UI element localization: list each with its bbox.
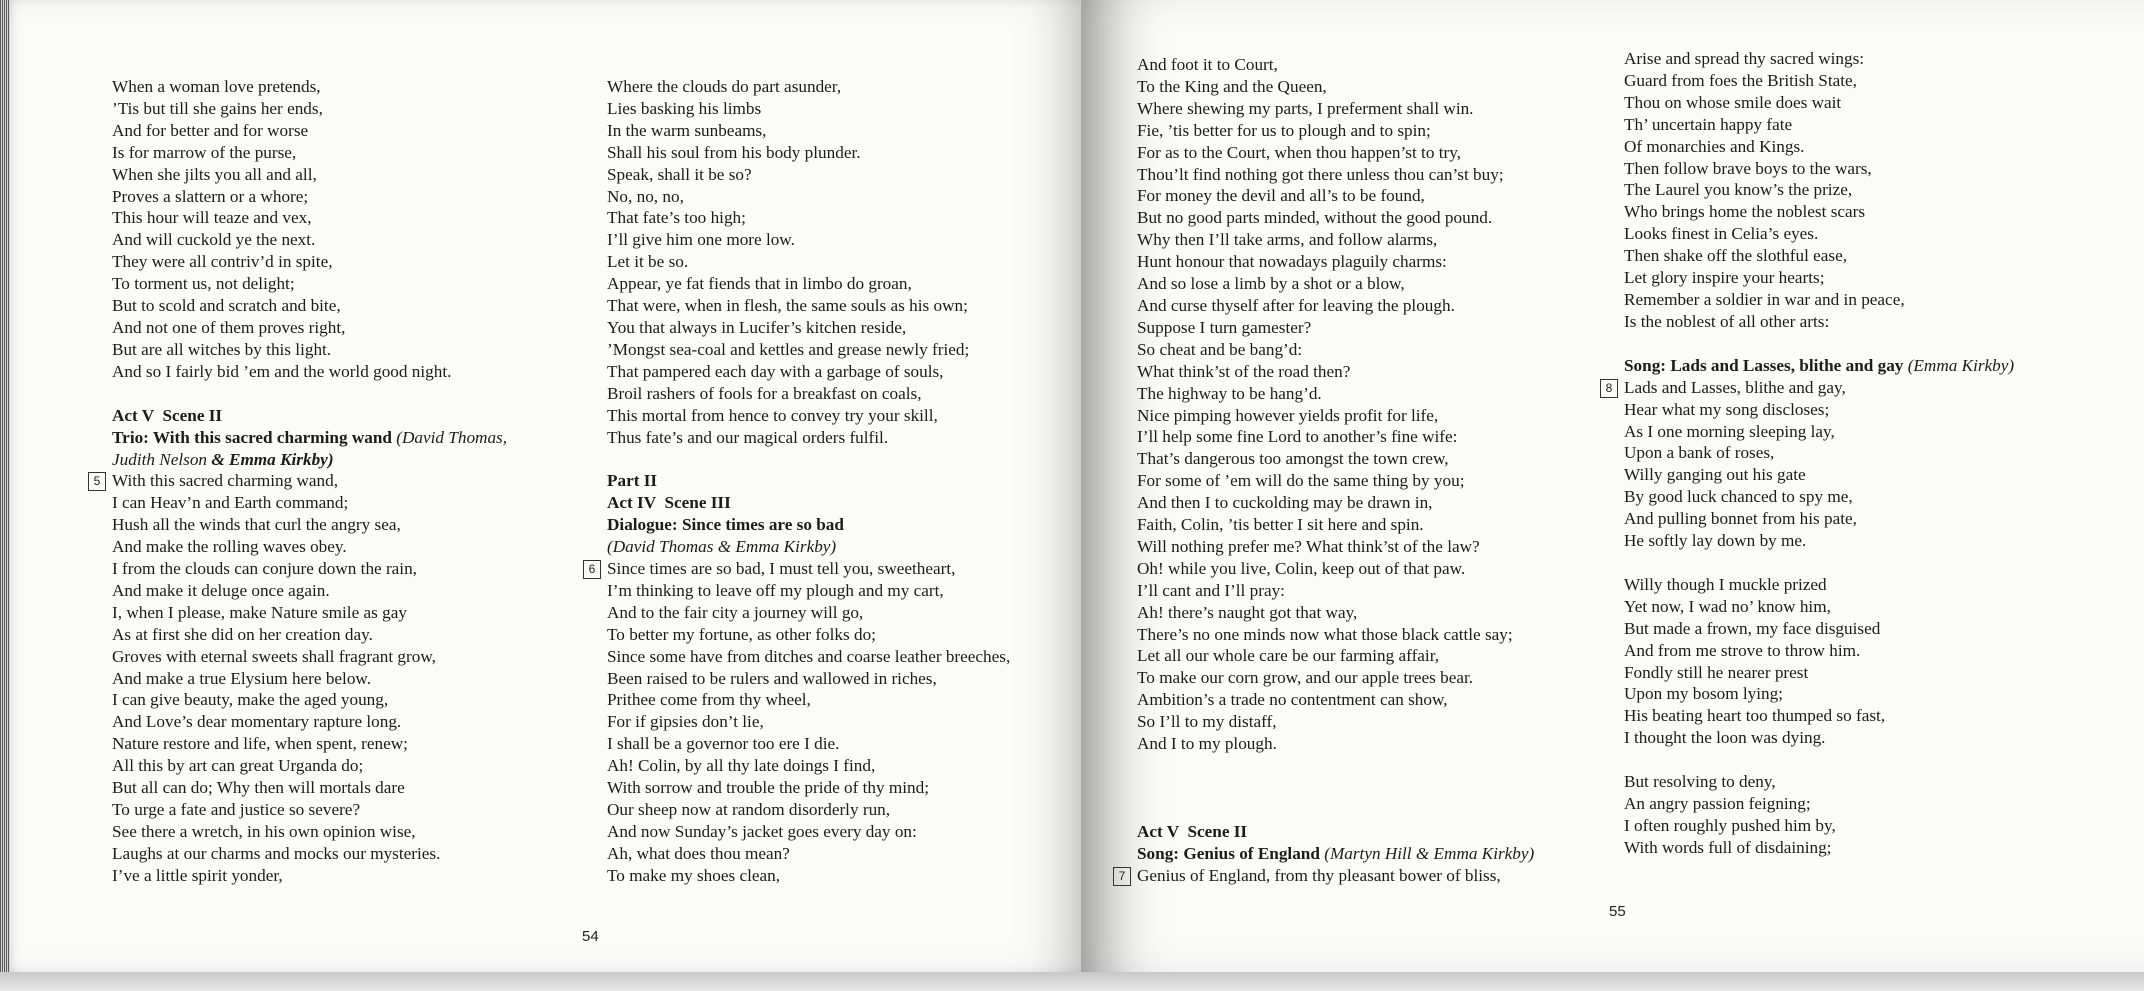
- verse-line: All this by art can great Urganda do;: [112, 756, 364, 776]
- left-page: [0, 0, 1081, 972]
- page-bottom-edge: [0, 972, 2144, 991]
- verse-line: And pulling bonnet from his pate,: [1624, 509, 1857, 529]
- track-credit: (Martyn Hill & Emma Kirkby): [1324, 843, 1535, 863]
- verse-line: And to the fair city a journey will go,: [607, 602, 864, 622]
- track-first-line: [1118, 865, 1607, 887]
- left-column-2: [588, 76, 1077, 887]
- right-page: [1081, 0, 2144, 972]
- verse-line: To better my fortune, as other folks do;: [607, 624, 876, 644]
- verse-line: Let all our whole care be our farming affair,: [1137, 646, 1440, 666]
- verse-line: Nice pimping however yields profit for life,: [1137, 405, 1439, 425]
- verse-line: And foot it to Court,: [1137, 55, 1278, 74]
- section-heading: Act IV Scene III: [607, 493, 731, 513]
- verse-line: Faith, Colin, ’tis better I sit here and spin.: [1137, 515, 1424, 535]
- part-heading: Part II: [607, 471, 658, 491]
- verse-line: Fondly still he nearer prest: [1624, 662, 1809, 682]
- verse-line: Since some have from ditches and coarse leather breeches,: [607, 646, 1011, 666]
- verse-line: For if gipsies don’t lie,: [607, 712, 764, 732]
- verse-line: That fate’s too high;: [607, 208, 746, 228]
- verse-line: But resolving to deny,: [1624, 772, 1776, 792]
- verse-line: Broil rashers of fools for a breakfast on coals,: [607, 383, 922, 403]
- verse-line: Thou’lt find nothing got there unless thou can’st buy;: [1137, 164, 1504, 184]
- track-credit: Judith Nelson: [112, 449, 208, 469]
- right-column-1: [1118, 54, 1607, 887]
- track-credit: (David Thomas,: [396, 427, 508, 447]
- verse-line: No, no, no,: [607, 186, 684, 206]
- book-page-edges: [0, 0, 10, 972]
- verse-line: ’Mongst sea-coal and kettles and grease newly fried;: [607, 339, 970, 359]
- right-column-2: [1605, 48, 2124, 859]
- verse-line: For as to the Court, when thou happen’st to try,: [1137, 142, 1461, 162]
- verse-line: Our sheep now at random disorderly run,: [607, 800, 891, 819]
- verse-line: Hunt honour that nowadays plaguily charms:: [1137, 252, 1447, 272]
- verse-line: But to scold and scratch and bite,: [112, 296, 341, 316]
- verse-line: Then follow brave boys to the wars,: [1624, 158, 1872, 178]
- verse-line: I’ll give him one more low.: [607, 230, 795, 250]
- verse-line: Ah, what does thou mean?: [607, 843, 790, 863]
- verse-line: Let glory inspire your hearts;: [1624, 268, 1825, 288]
- verse-line: That’s dangerous too amongst the town crew,: [1137, 449, 1449, 469]
- verse-line: Ah! Colin, by all thy late doings I find,: [607, 756, 876, 776]
- track-title: Song: Genius of England: [1137, 843, 1320, 863]
- verse-line: With words full of disdaining;: [1624, 837, 1832, 857]
- verse-line: As I one morning sleeping lay,: [1624, 421, 1835, 441]
- section-heading: Act V Scene II: [1137, 822, 1248, 841]
- verse-line: And from me strove to throw him.: [1624, 640, 1861, 660]
- track-credit: (David Thomas & Emma Kirkby): [607, 537, 837, 557]
- verse-line: What think’st of the road then?: [1137, 361, 1351, 381]
- verse-line: Thus fate’s and our magical orders fulfil.: [607, 427, 889, 447]
- verse-line: So I’ll to my distaff,: [1137, 712, 1277, 732]
- verse-line: Willy ganging out his gate: [1624, 465, 1806, 485]
- verse-line: Laughs at our charms and mocks our mysteries.: [112, 843, 441, 863]
- verse-line: For money the devil and all’s to be found,: [1137, 186, 1425, 206]
- track-number-badge: 7: [1113, 867, 1131, 886]
- verse-line: Th’ uncertain happy fate: [1624, 114, 1793, 134]
- verse-line: Lads and Lasses, blithe and gay,: [1624, 377, 1846, 397]
- verse-line: Oh! while you live, Colin, keep out of that paw.: [1137, 558, 1466, 578]
- verse-line: Groves with eternal sweets shall fragrant grow,: [112, 646, 436, 666]
- left-column-1: [93, 76, 582, 887]
- verse-line: Is the noblest of all other arts:: [1624, 311, 1830, 331]
- track-first-line: [588, 558, 1077, 580]
- track-title: Song: Lads and Lasses, blithe and gay: [1624, 355, 1904, 375]
- verse-line: Ambition’s a trade no contentment can show,: [1137, 690, 1448, 710]
- verse-line: And make the rolling waves obey.: [112, 537, 347, 557]
- verse-line: See there a wretch, in his own opinion wise,: [112, 821, 416, 841]
- verse-line: They were all contriv’d in spite,: [112, 252, 333, 272]
- verse-line: I shall be a governor too ere I die.: [607, 734, 840, 754]
- poem-block: [112, 76, 582, 383]
- verse-line: With sorrow and trouble the pride of thy mind;: [607, 778, 929, 798]
- track-title: Dialogue: Since times are so bad: [607, 515, 844, 535]
- verse-line: So cheat and be bang’d:: [1137, 339, 1303, 359]
- track-heading: [1624, 355, 2124, 377]
- verse-line: Where the clouds do part asunder,: [607, 77, 842, 96]
- verse-line: To torment us, not delight;: [112, 274, 295, 294]
- verse-line: And so lose a limb by a shot or a blow,: [1137, 274, 1405, 294]
- verse-line: As at first she did on her creation day.: [112, 624, 373, 644]
- verse-line: And then I to cuckolding may be drawn in,: [1137, 493, 1433, 513]
- verse-line: Upon my bosom lying;: [1624, 684, 1783, 704]
- verse-line: And make a true Elysium here below.: [112, 668, 372, 688]
- verse-line: The highway to be hang’d.: [1137, 383, 1322, 403]
- verse-line: This hour will teaze and vex,: [112, 208, 312, 228]
- verse-line: I often roughly pushed him by,: [1624, 816, 1836, 835]
- verse-line: The Laurel you know’s the prize,: [1624, 180, 1853, 200]
- verse-line: But are all witches by this light.: [112, 339, 332, 359]
- verse-line: And now Sunday’s jacket goes every day on:: [607, 821, 917, 841]
- verse-line: Nature restore and life, when spent, renew;: [112, 734, 408, 754]
- verse-line: Guard from foes the British State,: [1624, 70, 1857, 90]
- verse-line: I thought the loon was dying.: [1624, 728, 1826, 748]
- track-heading: [112, 427, 582, 449]
- verse-line: I’ll help some fine Lord to another’s fine wife:: [1137, 427, 1458, 447]
- track-first-line: [93, 470, 582, 492]
- verse-line: And so I fairly bid ’em and the world good night.: [112, 361, 452, 381]
- verse-line: And Love’s dear momentary rapture long.: [112, 712, 402, 732]
- verse-line: You that always in Lucifer’s kitchen reside,: [607, 317, 907, 337]
- verse-line: Why then I’ll take arms, and follow alarms,: [1137, 230, 1438, 250]
- verse-line: Arise and spread thy sacred wings:: [1624, 49, 1865, 68]
- track-heading: [1137, 843, 1607, 865]
- verse-line: I can give beauty, make the aged young,: [112, 690, 389, 710]
- verse-line: Ah! there’s naught got that way,: [1137, 602, 1358, 622]
- verse-line: And curse thyself after for leaving the plough.: [1137, 295, 1455, 315]
- verse-line: Hear what my song discloses;: [1624, 399, 1830, 419]
- verse-line: His beating heart too thumped so fast,: [1624, 706, 1886, 726]
- verse-line: Remember a soldier in war and in peace,: [1624, 289, 1905, 309]
- verse-line: I’ll cant and I’ll pray:: [1137, 580, 1285, 600]
- verse-line: And make it deluge once again.: [112, 580, 330, 600]
- verse-line: Then shake off the slothful ease,: [1624, 246, 1848, 266]
- verse-line: For some of ’em will do the same thing by you;: [1137, 471, 1465, 491]
- verse-line: Looks finest in Celia’s eyes.: [1624, 224, 1819, 244]
- verse-line: Speak, shall it be so?: [607, 164, 752, 184]
- verse-line: Suppose I turn gamester?: [1137, 317, 1312, 337]
- track-title: Trio: With this sacred charming wand: [112, 427, 392, 447]
- verse-line: Shall his soul from his body plunder.: [607, 142, 861, 162]
- verse-line: Thou on whose smile does wait: [1624, 92, 1842, 112]
- verse-line: ’Tis but till she gains her ends,: [112, 98, 323, 118]
- verse-line: To make my shoes clean,: [607, 865, 781, 885]
- verse-line: When a woman love pretends,: [112, 77, 321, 96]
- verse-line: There’s no one minds now what those black cattle say;: [1137, 624, 1513, 644]
- verse-line: And I to my plough.: [1137, 734, 1277, 754]
- verse-line: Will nothing prefer me? What think’st of the law?: [1137, 536, 1480, 556]
- page-number: 54: [582, 928, 599, 945]
- verse-line: To make our corn grow, and our apple trees bear.: [1137, 668, 1474, 688]
- track-number-badge: 5: [88, 472, 106, 491]
- verse-line: Been raised to be rulers and wallowed in riches,: [607, 668, 937, 688]
- verse-line: Lies basking his limbs: [607, 98, 762, 118]
- verse-line: Prithee come from thy wheel,: [607, 690, 811, 710]
- verse-line: An angry passion feigning;: [1624, 794, 1811, 814]
- verse-line: I’ve a little spirit yonder,: [112, 865, 283, 885]
- verse-line: Where shewing my parts, I preferment shall win.: [1137, 98, 1474, 118]
- verse-line: Is for marrow of the purse,: [112, 142, 297, 162]
- verse-line: Who brings home the noblest scars: [1624, 202, 1866, 222]
- verse-line: To urge a fate and justice so severe?: [112, 800, 361, 819]
- verse-line: By good luck chanced to spy me,: [1624, 487, 1853, 507]
- verse-line: But all can do; Why then will mortals dare: [112, 778, 405, 798]
- track-first-line: [1605, 377, 2124, 399]
- verse-line: That were, when in flesh, the same souls as his own;: [607, 296, 968, 316]
- verse-line: And for better and for worse: [112, 120, 309, 140]
- verse-line: He softly lay down by me.: [1624, 531, 1807, 551]
- verse-line: In the warm sunbeams,: [607, 120, 767, 140]
- section-heading: Act V Scene II: [112, 405, 223, 425]
- verse-line: But no good parts minded, without the good pound.: [1137, 208, 1493, 228]
- track-number-badge: 6: [583, 560, 601, 579]
- verse-line: Fie, ’tis better for us to plough and to spin;: [1137, 120, 1431, 140]
- verse-line: Proves a slattern or a whore;: [112, 186, 309, 206]
- track-credit: & Emma Kirkby): [207, 449, 334, 469]
- verse-line: This mortal from hence to convey try your skill,: [607, 405, 938, 425]
- verse-line: I can Heav’n and Earth command;: [112, 493, 349, 513]
- verse-line: When she jilts you all and all,: [112, 164, 317, 184]
- verse-line: Of monarchies and Kings.: [1624, 136, 1805, 156]
- verse-line: I from the clouds can conjure down the rain,: [112, 559, 417, 579]
- verse-line: Upon a bank of roses,: [1624, 443, 1775, 463]
- verse-line: Yet now, I wad no’ know him,: [1624, 596, 1831, 616]
- track-credit: (Emma Kirkby): [1907, 355, 2015, 375]
- verse-line: And not one of them proves right,: [112, 317, 346, 337]
- verse-line: I’m thinking to leave off my plough and my cart,: [607, 580, 944, 600]
- verse-line: To the King and the Queen,: [1137, 76, 1327, 96]
- verse-line: With this sacred charming wand,: [112, 471, 339, 491]
- track-number-badge: 8: [1600, 379, 1618, 398]
- verse-line: Since times are so bad, I must tell you, sweetheart,: [607, 559, 956, 579]
- verse-line: Let it be so.: [607, 252, 689, 272]
- verse-line: And will cuckold ye the next.: [112, 230, 316, 250]
- verse-line: That pampered each day with a garbage of souls,: [607, 361, 944, 381]
- track-credit-line: [112, 449, 582, 471]
- verse-line: Hush all the winds that curl the angry sea,: [112, 515, 401, 535]
- verse-line: But made a frown, my face disguised: [1624, 618, 1881, 638]
- verse-line: Genius of England, from thy pleasant bower of bliss,: [1137, 865, 1501, 885]
- verse-line: I, when I please, make Nature smile as gay: [112, 602, 407, 622]
- verse-line: Willy though I muckle prized: [1624, 574, 1827, 594]
- verse-line: Appear, ye fat fiends that in limbo do groan,: [607, 274, 912, 294]
- page-number: 55: [1609, 903, 1626, 920]
